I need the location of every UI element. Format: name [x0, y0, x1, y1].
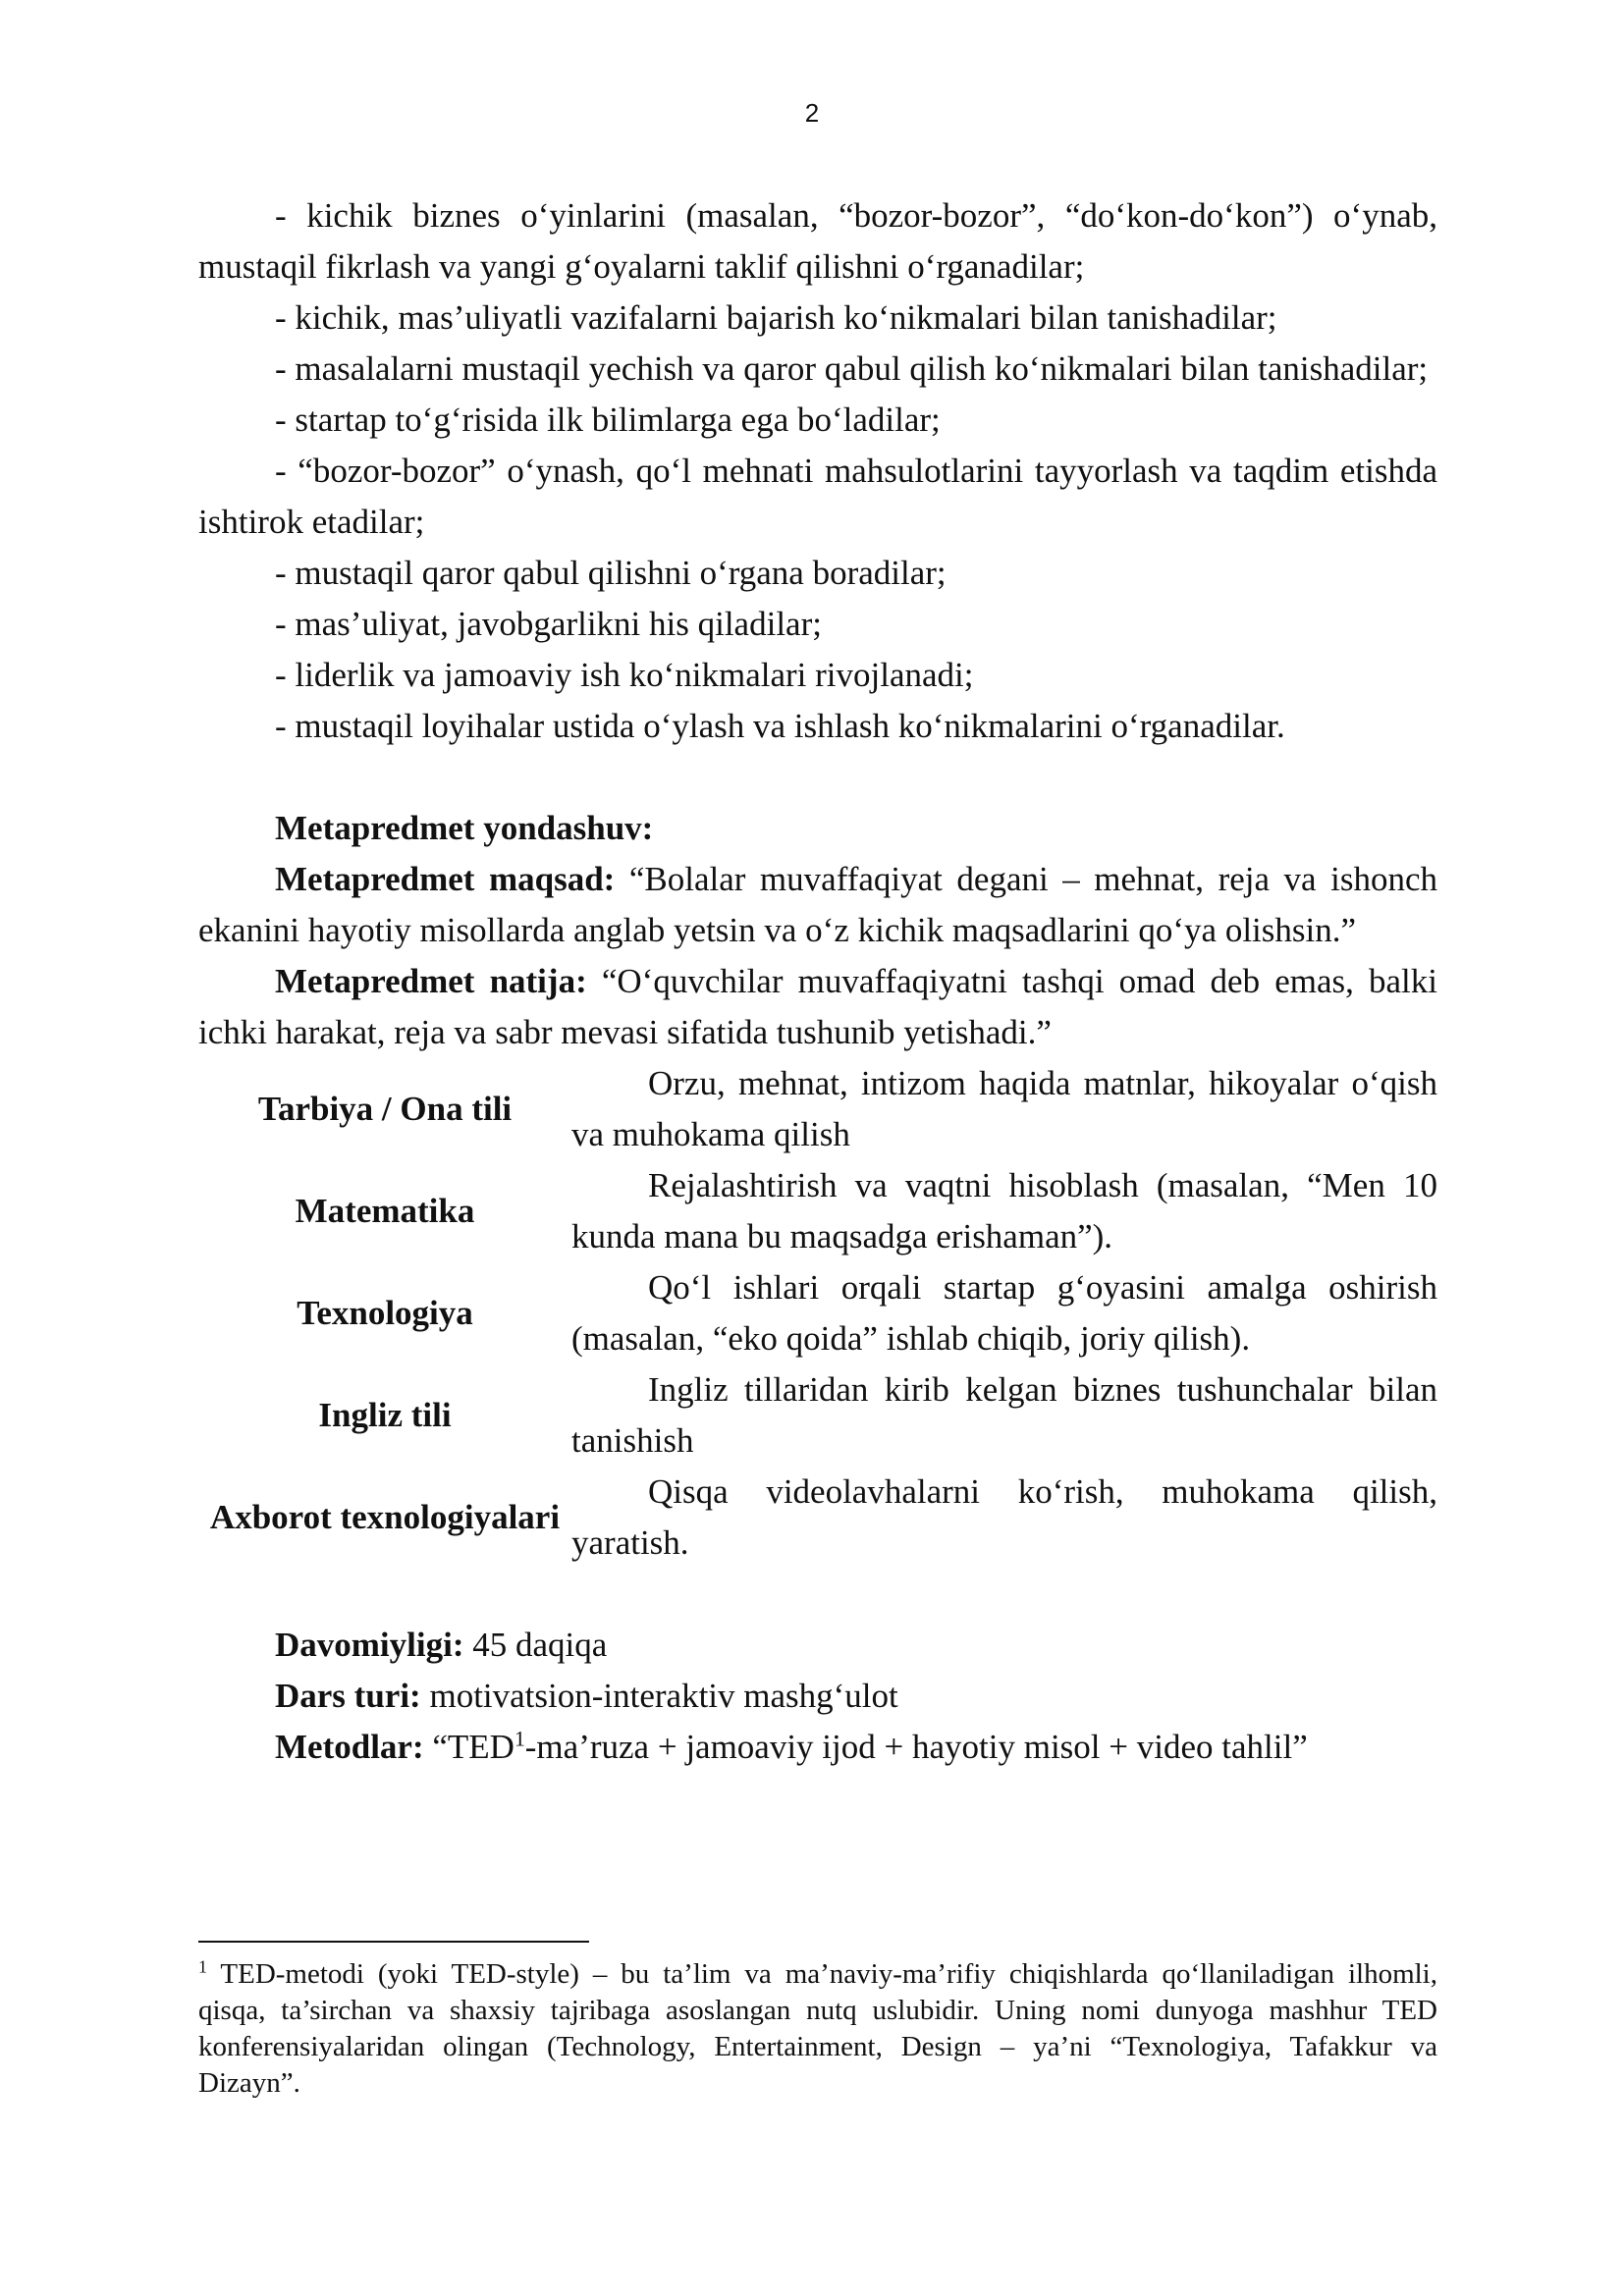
lesson-type	[198, 1671, 1437, 1722]
lesson-type-value: motivatsion-interaktiv mashg‘ulot	[420, 1677, 898, 1715]
lesson-methods-label: Metodlar:	[275, 1728, 424, 1766]
subject-name: Tarbiya / Ona tili	[257, 1090, 513, 1128]
metasubject-heading: Metapredmet yondashuv:	[275, 809, 654, 847]
lesson-duration-label: Davomiyligi:	[275, 1626, 464, 1664]
subject-row	[198, 1364, 1437, 1467]
list-item: - mustaqil qaror qabul qilishni o‘rgana boradilar;	[275, 554, 947, 592]
metasubject-goal-text: “Bolalar muvaffaqiyat degani – mehnat, reja va ishonch ekanini hayotiy misollarda anglab yetsin va o‘z kichik maqsadlarini qo‘ya olishsin.”	[198, 860, 1437, 949]
subject-links-table	[198, 1058, 1437, 1569]
lesson-type-label: Dars turi:	[275, 1677, 421, 1715]
list-item: - masalalarni mustaqil yechish va qaror qabul qilish ko‘nikmalari bilan tanishadilar;	[275, 349, 1429, 388]
page-body	[198, 190, 1437, 1773]
lesson-methods-text: -ma’ruza + jamoaviy ijod + hayotiy misol + video tahlil”	[524, 1728, 1308, 1766]
subject-name: Matematika	[295, 1192, 475, 1230]
subject-row	[198, 1262, 1437, 1364]
footnote-reference[interactable]: 1	[514, 1727, 525, 1751]
list-item: - kichik biznes o‘yinlarini (masalan, “bozor-bozor”, “do‘kon-do‘kon”) o‘ynab, mustaqil fikrlash va yangi g‘oyalarni taklif qilishni o‘rganadilar;	[198, 196, 1437, 286]
list-item: - “bozor-bozor” o‘ynash, qo‘l mehnati mahsulotlarini tayyorlash va taqdim etishda ishtirok etadilar;	[198, 452, 1437, 541]
list-item: - mas’uliyat, javobgarlikni his qiladilar;	[275, 605, 822, 643]
footnote-separator	[198, 1941, 589, 1943]
footnote-marker: 1	[198, 1956, 207, 1977]
page-number: 2	[804, 98, 820, 128]
footnote-text: TED-metodi (yoki TED-style) – bu ta’lim va ma’naviy-ma’rifiy chiqishlarda qo‘llaniladigan ilhomli, qisqa, ta’sirchan va shaxsiy tajribaga asoslangan nutq uslubidir. Uning nomi dunyoga mashhur TED konferensiyalaridan olingan (Technology, Entertainment, Design – ya’ni “Texnologiya, Tafakkur va Dizayn”.	[198, 1958, 1437, 2099]
lesson-duration	[198, 1620, 1437, 1671]
subject-row	[198, 1058, 1437, 1160]
list-item: - startap to‘g‘risida ilk bilimlarga ega bo‘ladilar;	[275, 400, 941, 439]
subject-description: Orzu, mehnat, intizom haqida matnlar, hikoyalar o‘qish va muhokama qilish	[571, 1064, 1437, 1153]
subject-name: Texnologiya	[297, 1294, 473, 1332]
list-item: - mustaqil loyihalar ustida o‘ylash va ishlash ko‘nikmalarini o‘rganadilar.	[275, 707, 1285, 745]
lesson-duration-value: 45 daqiqa	[463, 1626, 608, 1664]
subject-name: Ingliz tili	[318, 1396, 452, 1434]
list-item: - liderlik va jamoaviy ish ko‘nikmalari rivojlanadi;	[275, 656, 974, 694]
lesson-methods-text: “TED	[423, 1728, 514, 1766]
outcomes-list	[198, 190, 1437, 752]
metasubject-goal	[198, 854, 1437, 956]
lesson-methods	[198, 1722, 1437, 1773]
metasubject-result-label: Metapredmet natija:	[275, 962, 587, 1000]
subject-description: Qo‘l ishlari orqali startap g‘oyasini amalga oshirish (masalan, “eko qoida” ishlab chiqib, joriy qilish).	[571, 1268, 1437, 1358]
footnote	[198, 1956, 1437, 2102]
subject-description: Ingliz tillaridan kirib kelgan biznes tushunchalar bilan tanishish	[571, 1370, 1437, 1460]
list-item: - kichik, mas’uliyatli vazifalarni bajarish ko‘nikmalari bilan tanishadilar;	[275, 298, 1277, 337]
subject-row	[198, 1160, 1437, 1262]
metasubject-result-text: “O‘quvchilar muvaffaqiyatni tashqi omad deb emas, balki ichki harakat, reja va sabr mevasi sifatida tushunib yetishadi.”	[198, 962, 1437, 1051]
subject-row	[198, 1467, 1437, 1569]
metasubject-result	[198, 956, 1437, 1058]
metasubject-goal-label: Metapredmet maqsad:	[275, 860, 616, 898]
subject-name: Axborot texnologiyalari	[209, 1498, 561, 1536]
subject-description: Rejalashtirish va vaqtni hisoblash (masalan, “Men 10 kunda mana bu maqsadga erishaman”).	[571, 1166, 1437, 1255]
subject-description: Qisqa videolavhalarni ko‘rish, muhokama qilish, yaratish.	[571, 1472, 1437, 1562]
